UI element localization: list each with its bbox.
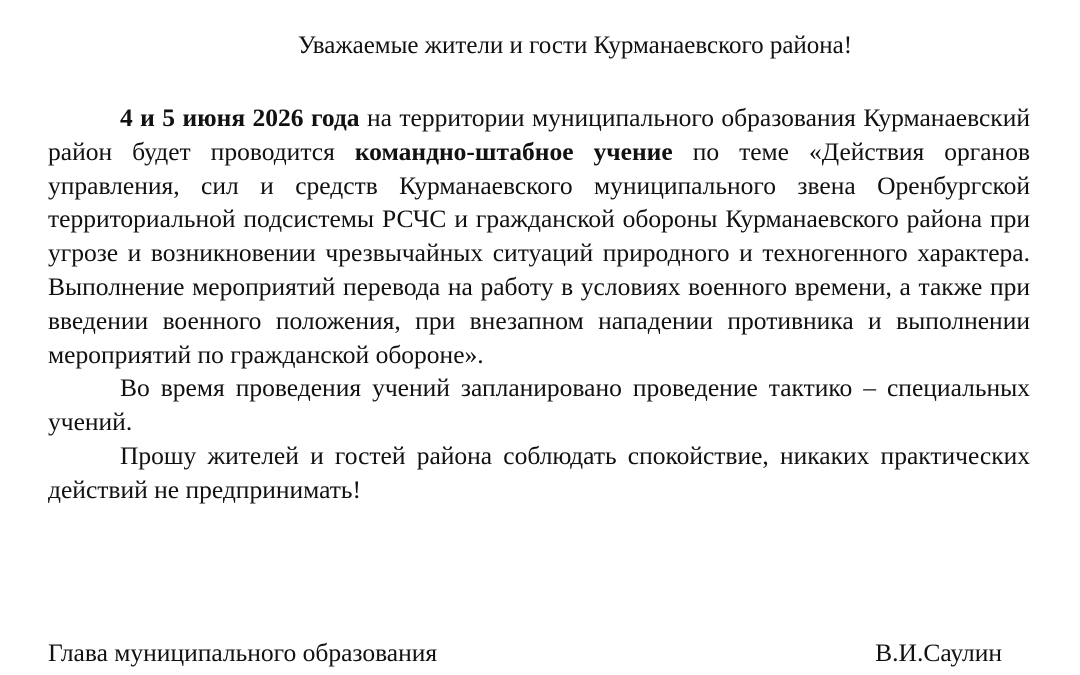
greeting-heading: Уважаемые жители и гости Курманаевского района!: [297, 32, 853, 59]
paragraph-tactical: Во время проведения учений запланировано проведение тактико – специальных учений.: [48, 373, 1030, 437]
exercise-dates: 4 и 5 июня 2026 года: [120, 103, 360, 132]
paragraph-announcement: [48, 101, 1030, 371]
announcement-text-a: на территории муниципального образования Курманаевский район будет проводится: [48, 103, 1030, 166]
signatory-position: Глава муниципального образования: [48, 638, 438, 667]
paragraph-request: Прошу жителей и гостей района соблюдать спокойствие, никаких практических действий не предпринимать!: [48, 440, 1030, 504]
exercise-type: командно-штабное учение: [354, 136, 673, 166]
document-body: [48, 101, 1030, 507]
signatory-name: В.И.Саулин: [875, 638, 1002, 667]
announcement-text-b: по теме «Действия органов управления, сил и средств Курманаевского муниципального звена Оренбургской территориальной подсистемы РСЧС и гражданской обороны Курманаевского района при угрозе и возникновении чрезвычайных ситуаций природного и техногенного характера. Выполнение мероприятий перевода на работу в условиях военного времени, а также при введении военного положения, при внезапном нападении противника и выполнении мероприятий по гражданской обороне».: [48, 136, 1030, 369]
